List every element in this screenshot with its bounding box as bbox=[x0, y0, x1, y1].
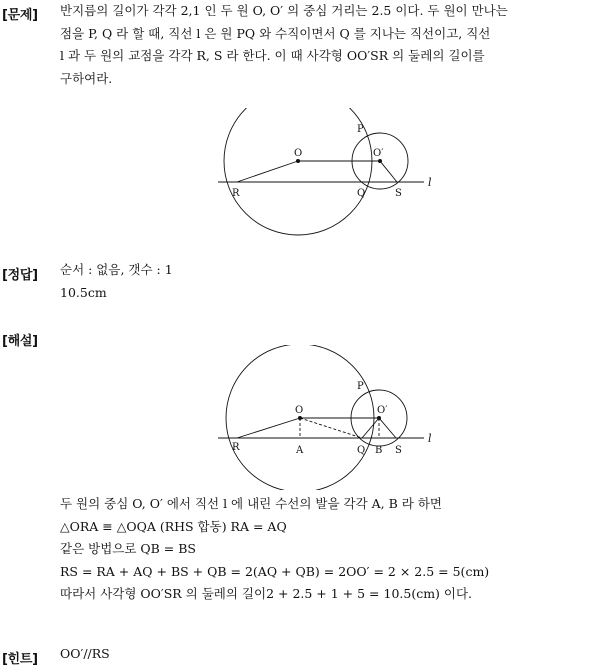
problem-label: [문제] bbox=[2, 8, 38, 23]
problem-line-3: l 과 두 원의 교점을 각각 R, S 라 한다. 이 때 사각형 OO′SR 의 둘레의 길이를 bbox=[60, 48, 485, 63]
label-b: B bbox=[375, 445, 383, 456]
answer-line-2: 10.5cm bbox=[60, 284, 107, 300]
label-l: l bbox=[428, 432, 432, 445]
solution-line-5: 따라서 사각형 OO′SR 의 둘레의 길이2 + 2.5 + 1 + 5 = 10.5(cm) 이다. bbox=[60, 586, 473, 601]
label-l: l bbox=[428, 176, 432, 189]
solution-text bbox=[60, 493, 489, 606]
answer-label: [정답] bbox=[2, 268, 38, 283]
hint-text: OO′//RS bbox=[60, 646, 110, 661]
label-p: P bbox=[357, 381, 364, 392]
label-o: O bbox=[295, 405, 304, 416]
solution-line-1: 두 원의 중심 O, O′ 에서 직선 l 에 내린 수선의 발을 각각 A, B 라 하면 bbox=[60, 496, 442, 511]
hint-label: [힌트] bbox=[2, 652, 38, 667]
label-o-prime: O′ bbox=[373, 148, 384, 159]
problem-line-2: 점을 P, Q 라 할 때, 직선 l 은 원 PQ 와 수직이면서 Q 를 지나는 직선이고, 직선 bbox=[60, 25, 491, 41]
answer-text bbox=[60, 259, 173, 304]
point-o-prime bbox=[378, 159, 382, 163]
label-s: S bbox=[395, 445, 402, 456]
solution-line-4: RS = RA + AQ + BS + QB = 2(AQ + QB) = 2OO′ = 2 × 2.5 = 5(cm) bbox=[60, 563, 490, 579]
solution-line-2: △ORA ≡ △OQA (RHS 합동) RA = AQ bbox=[60, 518, 287, 534]
label-o: O bbox=[294, 148, 303, 159]
large-circle bbox=[224, 108, 372, 235]
label-q: Q bbox=[357, 445, 366, 456]
segment-os bbox=[380, 161, 397, 182]
problem-text bbox=[60, 0, 508, 90]
point-o bbox=[298, 416, 302, 420]
answer-line-1: 순서 : 없음, 갯수 : 1 bbox=[60, 262, 173, 277]
label-o-prime: O′ bbox=[377, 405, 388, 416]
problem-line-4: 구하여라. bbox=[60, 70, 113, 86]
solution-figure bbox=[210, 345, 450, 490]
solution-label: [해설] bbox=[2, 334, 38, 349]
label-r: R bbox=[232, 188, 240, 199]
solution-line-3: 같은 방법으로 QB = BS bbox=[60, 541, 197, 556]
segment-or bbox=[237, 161, 298, 182]
segment-or bbox=[237, 418, 300, 438]
segment-os bbox=[379, 418, 396, 438]
label-s: S bbox=[395, 188, 402, 199]
problem-line-1: 반지름의 길이가 각각 2,1 인 두 원 O, O′ 의 중심 거리는 2.5 이다. 두 원이 만나는 bbox=[60, 3, 508, 18]
label-a: A bbox=[296, 445, 304, 456]
label-p: P bbox=[357, 124, 364, 135]
segment-oq2 bbox=[362, 418, 379, 438]
problem-figure bbox=[210, 108, 450, 238]
point-o bbox=[296, 159, 300, 163]
point-o-prime bbox=[377, 416, 381, 420]
label-q: Q bbox=[357, 188, 366, 199]
label-r: R bbox=[232, 442, 240, 453]
